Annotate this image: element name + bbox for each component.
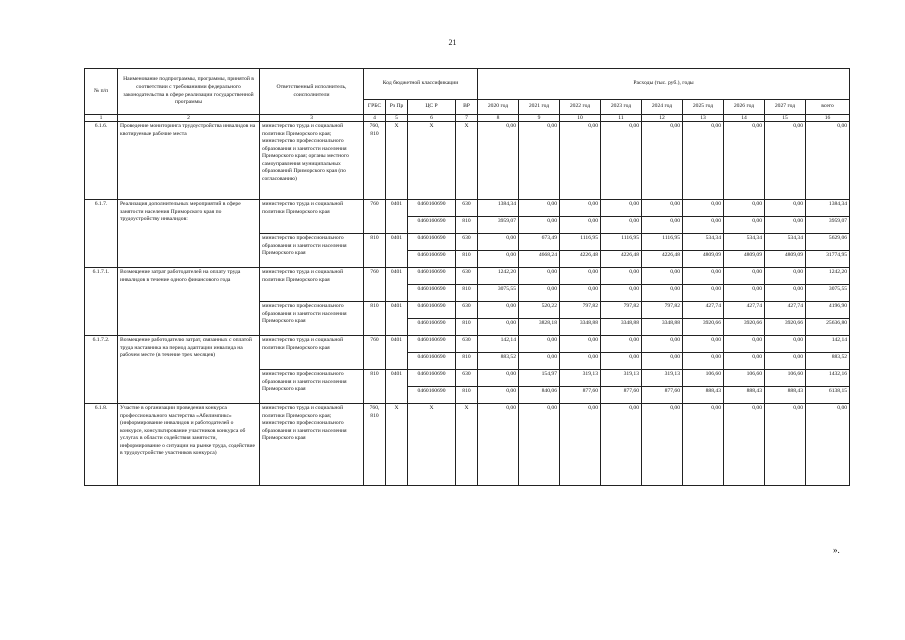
amount-2023: 0,00 <box>601 200 642 217</box>
vr-code: 810 <box>456 217 478 234</box>
amount-2025: 3920,66 <box>683 319 724 336</box>
vr-code: 810 <box>456 387 478 404</box>
amount-2020: 0,00 <box>478 319 519 336</box>
amount-2025: 888,43 <box>683 387 724 404</box>
grbs-code: 760, 810 <box>364 122 386 200</box>
amount-2026: 3920,66 <box>724 319 765 336</box>
column-number: 5 <box>386 115 408 122</box>
amount-total: 3075,55 <box>806 285 850 302</box>
amount-2024: 0,00 <box>642 285 683 302</box>
grbs-code: 810 <box>364 234 386 268</box>
amount-2026: 0,00 <box>724 122 765 200</box>
amount-2022: 0,00 <box>560 353 601 370</box>
header-year: 2025 год <box>683 100 724 115</box>
amount-2024: 319,13 <box>642 370 683 387</box>
column-number-row <box>85 115 850 122</box>
column-number: 15 <box>765 115 806 122</box>
csr-code: 0460160690 <box>408 200 456 217</box>
amount-2024: 0,00 <box>642 404 683 486</box>
item-number: 6.1.6. <box>85 122 118 200</box>
header-year: 2023 год <box>601 100 642 115</box>
amount-total: 1384,34 <box>806 200 850 217</box>
vr-code: 630 <box>456 268 478 285</box>
header-expenses: Расходы (тыс. руб.), годы <box>478 69 850 100</box>
amount-2021: 520,22 <box>519 302 560 319</box>
closing-quote-mark: ». <box>833 545 840 555</box>
amount-2025: 0,00 <box>683 336 724 353</box>
amount-2027: 0,00 <box>765 336 806 353</box>
vr-code: 630 <box>456 200 478 217</box>
amount-total: 883,52 <box>806 353 850 370</box>
amount-2024: 877,60 <box>642 387 683 404</box>
amount-2026: 0,00 <box>724 404 765 486</box>
amount-2025: 0,00 <box>683 122 724 200</box>
amount-2022: 0,00 <box>560 336 601 353</box>
executor: министерство труда и социальной политики Приморского края <box>260 268 364 302</box>
table-row <box>85 122 850 200</box>
amount-2024: 0,00 <box>642 217 683 234</box>
header-grbs: ГРБС <box>364 100 386 115</box>
amount-2023: 319,13 <box>601 370 642 387</box>
amount-2025: 106,60 <box>683 370 724 387</box>
amount-total: 5629,06 <box>806 234 850 251</box>
item-number: 6.1.7. <box>85 200 118 268</box>
csr-code: 0460160690 <box>408 251 456 268</box>
amount-2025: 0,00 <box>683 404 724 486</box>
amount-total: 1242,20 <box>806 268 850 285</box>
amount-2024: 3348,88 <box>642 319 683 336</box>
amount-2023: 0,00 <box>601 353 642 370</box>
amount-2020: 0,00 <box>478 234 519 251</box>
amount-total: 25636,80 <box>806 319 850 336</box>
amount-2022: 0,00 <box>560 404 601 486</box>
amount-total: 1432,16 <box>806 370 850 387</box>
header-year: 2020 год <box>478 100 519 115</box>
amount-2021: 0,00 <box>519 200 560 217</box>
grbs-code: 810 <box>364 302 386 336</box>
amount-2026: 0,00 <box>724 268 765 285</box>
amount-2023: 0,00 <box>601 285 642 302</box>
amount-2021: 0,00 <box>519 268 560 285</box>
header-year: 2021 год <box>519 100 560 115</box>
amount-2027: 0,00 <box>765 268 806 285</box>
amount-2020: 142,14 <box>478 336 519 353</box>
amount-2024: 797,82 <box>642 302 683 319</box>
amount-2023: 0,00 <box>601 268 642 285</box>
executor: министерство профессионального образования и занятости населения Приморского края <box>260 234 364 268</box>
grbs-code: 760, 810 <box>364 404 386 486</box>
column-number: 10 <box>560 115 601 122</box>
table-row <box>85 404 850 486</box>
column-number: 9 <box>519 115 560 122</box>
amount-2021: 673,49 <box>519 234 560 251</box>
amount-2027: 427,74 <box>765 302 806 319</box>
amount-2022: 1116,95 <box>560 234 601 251</box>
amount-2026: 0,00 <box>724 200 765 217</box>
item-number: 6.1.7.2. <box>85 336 118 404</box>
amount-2025: 4809,09 <box>683 251 724 268</box>
amount-2026: 0,00 <box>724 336 765 353</box>
amount-2024: 0,00 <box>642 336 683 353</box>
header-total: всего <box>806 100 850 115</box>
rzpr-code: X <box>386 404 408 486</box>
vr-code: X <box>456 404 478 486</box>
amount-2023: 0,00 <box>601 122 642 200</box>
header-year: 2024 год <box>642 100 683 115</box>
amount-2026: 4809,09 <box>724 251 765 268</box>
amount-2024: 0,00 <box>642 122 683 200</box>
amount-2021: 3828,18 <box>519 319 560 336</box>
csr-code: 0460160690 <box>408 268 456 285</box>
amount-total: 0,00 <box>806 404 850 486</box>
column-number: 13 <box>683 115 724 122</box>
amount-2024: 0,00 <box>642 200 683 217</box>
amount-2021: 840,06 <box>519 387 560 404</box>
amount-2020: 883,52 <box>478 353 519 370</box>
amount-2027: 0,00 <box>765 353 806 370</box>
csr-code: 0460160690 <box>408 353 456 370</box>
item-name: Возмещение затрат работодателей на оплату труда инвалидов в течение одного финансового года <box>118 268 260 336</box>
executor: министерство профессионального образования и занятости населения Приморского края <box>260 302 364 336</box>
amount-2023: 0,00 <box>601 217 642 234</box>
amount-2025: 0,00 <box>683 353 724 370</box>
header-year: 2026 год <box>724 100 765 115</box>
item-name: Возмещение работодателю затрат, связанных с оплатой труда наставника на период адаптации инвалида на рабочем месте (в течение трех месяцев) <box>118 336 260 404</box>
rzpr-code: 0401 <box>386 302 408 336</box>
amount-total: 4196,90 <box>806 302 850 319</box>
amount-2024: 0,00 <box>642 353 683 370</box>
amount-2022: 0,00 <box>560 285 601 302</box>
amount-2026: 0,00 <box>724 353 765 370</box>
column-number: 6 <box>408 115 456 122</box>
vr-code: 810 <box>456 251 478 268</box>
header-name: Наименование подпрограммы, программы, принятой в соответствии с требованиями федерального законодательства в сфере реализации государственной программы <box>118 69 260 115</box>
amount-2026: 0,00 <box>724 285 765 302</box>
amount-2020: 0,00 <box>478 122 519 200</box>
vr-code: 630 <box>456 370 478 387</box>
column-number: 4 <box>364 115 386 122</box>
amount-2023: 1116,95 <box>601 234 642 251</box>
amount-2022: 797,82 <box>560 302 601 319</box>
item-name: Реализация дополнительных мероприятий в сфере занятости населения Приморского края по трудоустройству инвалидов: <box>118 200 260 268</box>
amount-2027: 0,00 <box>765 404 806 486</box>
vr-code: X <box>456 122 478 200</box>
table-row <box>85 336 850 353</box>
amount-2021: 4668,24 <box>519 251 560 268</box>
amount-2020: 0,00 <box>478 370 519 387</box>
amount-2020: 0,00 <box>478 387 519 404</box>
amount-2025: 534,34 <box>683 234 724 251</box>
grbs-code: 760 <box>364 200 386 234</box>
csr-code: 0460160690 <box>408 285 456 302</box>
amount-2021: 154,97 <box>519 370 560 387</box>
amount-2027: 0,00 <box>765 285 806 302</box>
amount-2026: 534,34 <box>724 234 765 251</box>
amount-2021: 0,00 <box>519 122 560 200</box>
vr-code: 810 <box>456 319 478 336</box>
header-budget-code: Код бюджетной классификации <box>364 69 478 100</box>
grbs-code: 810 <box>364 370 386 404</box>
amount-total: 31774,95 <box>806 251 850 268</box>
amount-2021: 0,00 <box>519 404 560 486</box>
header-year: 2027 год <box>765 100 806 115</box>
amount-2021: 0,00 <box>519 353 560 370</box>
vr-code: 630 <box>456 234 478 251</box>
amount-total: 6138,15 <box>806 387 850 404</box>
amount-2023: 3348,88 <box>601 319 642 336</box>
column-number: 7 <box>456 115 478 122</box>
grbs-code: 760 <box>364 268 386 302</box>
executor: министерство труда и социальной политики Приморского края <box>260 200 364 234</box>
amount-2022: 4226,48 <box>560 251 601 268</box>
column-number: 14 <box>724 115 765 122</box>
item-number: 6.1.7.1. <box>85 268 118 336</box>
amount-2023: 877,60 <box>601 387 642 404</box>
csr-code: 0460160690 <box>408 319 456 336</box>
amount-2027: 534,34 <box>765 234 806 251</box>
rzpr-code: 0401 <box>386 370 408 404</box>
amount-2027: 0,00 <box>765 122 806 200</box>
amount-2023: 797,82 <box>601 302 642 319</box>
amount-2021: 0,00 <box>519 217 560 234</box>
item-number: 6.1.8. <box>85 404 118 486</box>
csr-code: 0460160690 <box>408 387 456 404</box>
executor: министерство труда и социальной политики Приморского края; министерство профессионального образования и занятости населения Приморского края <box>260 404 364 486</box>
amount-2027: 888,43 <box>765 387 806 404</box>
header-csr: ЦС Р <box>408 100 456 115</box>
amount-2023: 4226,48 <box>601 251 642 268</box>
csr-code: 0460160690 <box>408 217 456 234</box>
amount-2022: 0,00 <box>560 122 601 200</box>
header-year: 2022 год <box>560 100 601 115</box>
amount-2026: 888,43 <box>724 387 765 404</box>
amount-2025: 427,74 <box>683 302 724 319</box>
amount-2027: 0,00 <box>765 200 806 217</box>
amount-2027: 106,60 <box>765 370 806 387</box>
amount-2022: 0,00 <box>560 200 601 217</box>
header-executor: Ответственный исполнитель, соисполнители <box>260 69 364 115</box>
csr-code: X <box>408 122 456 200</box>
amount-2026: 0,00 <box>724 217 765 234</box>
amount-2020: 1384,34 <box>478 200 519 217</box>
amount-total: 0,00 <box>806 122 850 200</box>
item-name: Проведение мониторинга трудоустройства инвалидов на квотируемые рабочие места <box>118 122 260 200</box>
amount-2022: 877,60 <box>560 387 601 404</box>
column-number: 11 <box>601 115 642 122</box>
amount-2020: 0,00 <box>478 251 519 268</box>
column-number: 12 <box>642 115 683 122</box>
header-num: № п/п <box>85 69 118 115</box>
amount-total: 142,14 <box>806 336 850 353</box>
header-vr: ВР <box>456 100 478 115</box>
amount-2021: 0,00 <box>519 285 560 302</box>
csr-code: 0460160690 <box>408 336 456 353</box>
amount-2027: 4809,09 <box>765 251 806 268</box>
rzpr-code: 0401 <box>386 234 408 268</box>
amount-2024: 4226,48 <box>642 251 683 268</box>
vr-code: 630 <box>456 302 478 319</box>
column-number: 16 <box>806 115 850 122</box>
vr-code: 630 <box>456 336 478 353</box>
executor: министерство труда и социальной политики Приморского края; министерство профессионального образования и занятости населения Приморского края; органы местного самоуправления муниципальных образований Приморского края (по согласованию) <box>260 122 364 200</box>
amount-2020: 1242,20 <box>478 268 519 285</box>
csr-code: 0460160690 <box>408 370 456 387</box>
amount-2024: 1116,95 <box>642 234 683 251</box>
amount-2026: 106,60 <box>724 370 765 387</box>
amount-2020: 3075,55 <box>478 285 519 302</box>
amount-2025: 0,00 <box>683 200 724 217</box>
amount-2022: 3348,88 <box>560 319 601 336</box>
amount-2022: 319,13 <box>560 370 601 387</box>
amount-2024: 0,00 <box>642 268 683 285</box>
column-number: 1 <box>85 115 118 122</box>
amount-2020: 3959,07 <box>478 217 519 234</box>
grbs-code: 760 <box>364 336 386 370</box>
amount-2025: 0,00 <box>683 285 724 302</box>
amount-2022: 0,00 <box>560 217 601 234</box>
csr-code: 0460160690 <box>408 302 456 319</box>
column-number: 2 <box>118 115 260 122</box>
amount-total: 3959,07 <box>806 217 850 234</box>
item-name: Участие в организации проведения конкурса профессионального мастерства «Абилимпикс» (информирование инвалидов и работодателей о конкурсе, консультирование участников конкурса об услугах в области содействия занятости, информирование о ситуации на рынке труда, содействие в трудоустройстве участников конкурса) <box>118 404 260 486</box>
amount-2020: 0,00 <box>478 404 519 486</box>
amount-2022: 0,00 <box>560 268 601 285</box>
rzpr-code: 0401 <box>386 336 408 370</box>
amount-2027: 3920,66 <box>765 319 806 336</box>
amount-2027: 0,00 <box>765 217 806 234</box>
header-rzpr: Рз Пр <box>386 100 408 115</box>
amount-2023: 0,00 <box>601 404 642 486</box>
amount-2026: 427,74 <box>724 302 765 319</box>
csr-code: X <box>408 404 456 486</box>
column-number: 8 <box>478 115 519 122</box>
budget-table <box>84 68 850 486</box>
page-number: 21 <box>448 38 457 47</box>
rzpr-code: 0401 <box>386 268 408 302</box>
table-row <box>85 268 850 285</box>
rzpr-code: 0401 <box>386 200 408 234</box>
executor: министерство профессионального образования и занятости населения Приморского края <box>260 370 364 404</box>
table-row <box>85 200 850 217</box>
executor: министерство труда и социальной политики Приморского края <box>260 336 364 370</box>
vr-code: 810 <box>456 285 478 302</box>
vr-code: 810 <box>456 353 478 370</box>
csr-code: 0460160690 <box>408 234 456 251</box>
amount-2023: 0,00 <box>601 336 642 353</box>
amount-2025: 0,00 <box>683 217 724 234</box>
amount-2021: 0,00 <box>519 336 560 353</box>
amount-2020: 0,00 <box>478 302 519 319</box>
amount-2025: 0,00 <box>683 268 724 285</box>
rzpr-code: X <box>386 122 408 200</box>
column-number: 3 <box>260 115 364 122</box>
